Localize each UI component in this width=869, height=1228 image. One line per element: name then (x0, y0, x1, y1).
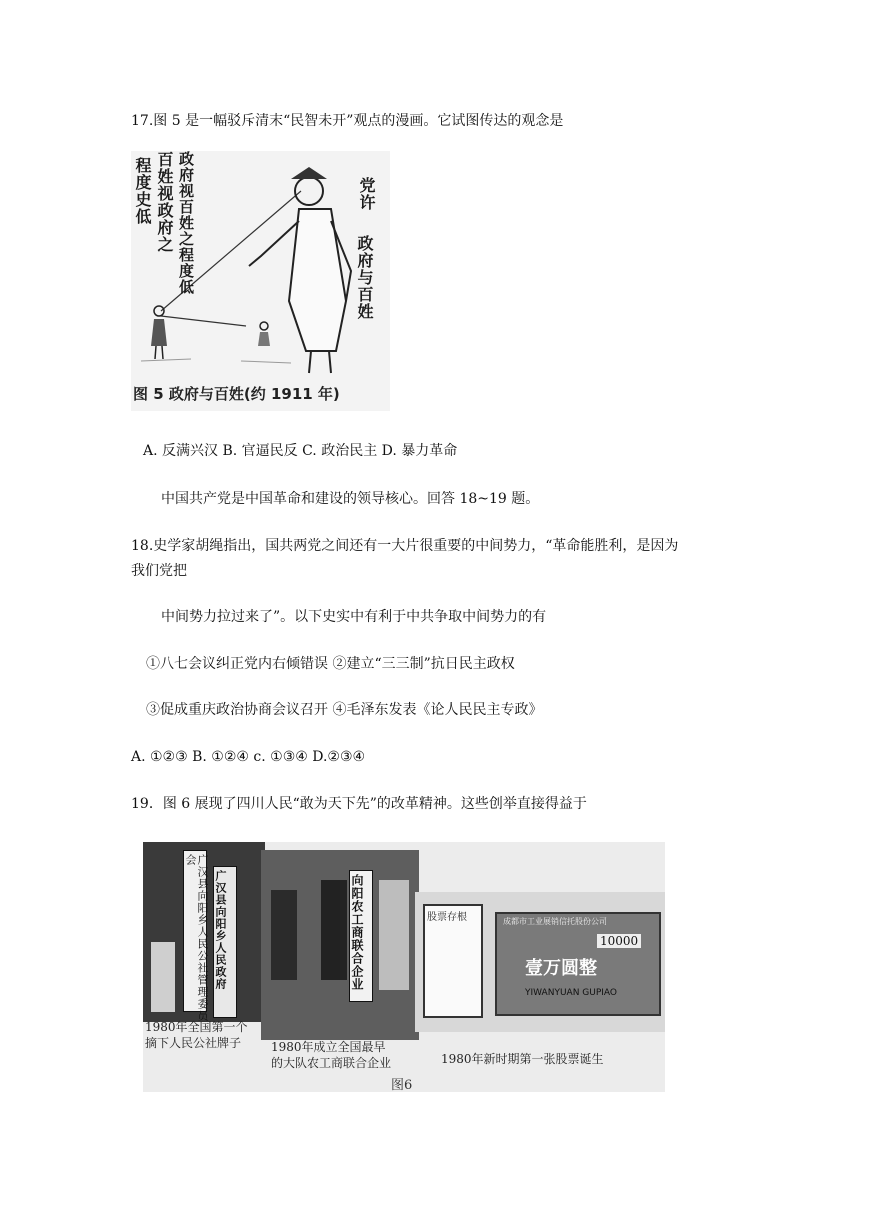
photo-enterprise (261, 850, 419, 1040)
q18-options: A. ①②③ B. ①②④ c. ①③④ D.②③④ (131, 749, 366, 765)
q18-stem-line3: 中间势力拉过来了”。以下史实中有利于中共争取中间势力的有 (161, 609, 547, 625)
figure-5-caption: 图 5 政府与百姓(约 1911 年) (133, 385, 340, 403)
cartoon-text-left-1: 程度史低 (133, 157, 152, 225)
caption-photo-3: 1980年新时期第一张股票诞生 (441, 1052, 604, 1066)
cartoon-text-right-2: 政府与百姓 (355, 235, 374, 320)
q18-stem-line2: 我们党把 (131, 563, 187, 579)
figure-6-collage (143, 842, 665, 1092)
sign-government-text: 广汉县向阳乡人民政府 (214, 870, 227, 990)
cartoon-text-left-2: 百姓视政府之 (155, 151, 174, 253)
ticket-company: 成都市工业展销信托股份公司 (503, 917, 607, 926)
caption-photo-1b: 摘下人民公社牌子 (145, 1036, 242, 1050)
q18-items-line2: ③促成重庆政治协商会议召开 ④毛泽东发表《论人民民主专政》 (146, 702, 543, 718)
figure-6-label: 图6 (391, 1078, 413, 1092)
sign-commune-text: 广汉县向阳乡人民公社管理委员会 (184, 854, 209, 1022)
ticket-title: 壹万圆整 (525, 958, 597, 979)
stock-stub-label: 股票存根 (427, 912, 467, 923)
cartoon-text-left-3: 政府视百姓之程度低 (177, 151, 195, 295)
caption-photo-2a: 1980年成立全国最早 (271, 1040, 386, 1054)
banner-enterprise-text: 向阳农工商联合企业 (350, 874, 364, 991)
caption-photo-2b: 的大队农工商联合企业 (271, 1056, 392, 1070)
q18-stem-line1: 18.史学家胡绳指出，国共两党之间还有一大片很重要的中间势力，“革命能胜利，是因为 (131, 538, 679, 554)
q17-stem: 17.图 5 是一幅驳斥清末“民智未开”观点的漫画。它试图传达的观念是 (131, 113, 564, 129)
ticket-amount: 10000 (597, 934, 641, 948)
figure-5-cartoon (131, 151, 390, 411)
section-intro: 中国共产党是中国革命和建设的领导核心。回答 18~19 题。 (161, 491, 540, 507)
photo-stock-certificate (415, 892, 665, 1032)
ticket-subtitle: YIWANYUAN GUPIAO (525, 988, 618, 998)
caption-photo-1a: 1980年全国第一个 (145, 1020, 248, 1034)
cartoon-text-right-1: 党许 (357, 177, 376, 211)
q18-items-line1: ①八七会议纠正党内右倾错误 ②建立“三三制”抗日民主政权 (146, 656, 515, 672)
q17-options: A. 反满兴汉 B. 官逼民反 C. 政治民主 D. 暴力革命 (143, 443, 458, 459)
q19-stem: 19．图 6 展现了四川人民“敢为天下先”的改革精神。这些创举直接得益于 (131, 796, 587, 812)
photo-commune-sign (143, 842, 265, 1022)
